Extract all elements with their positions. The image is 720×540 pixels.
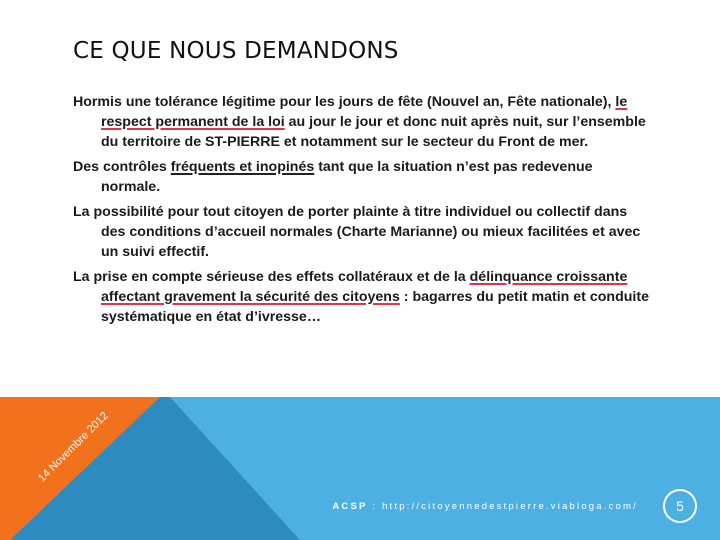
paragraph-delinquance bbox=[73, 267, 653, 327]
paragraph-text: tant que la situation n’est pas redevenue normale. bbox=[101, 159, 593, 195]
paragraph-plainte bbox=[73, 202, 653, 262]
highlight-respect-loi: le respect permanent de la loi bbox=[101, 94, 628, 130]
paragraph-text: La possibilité pour tout citoyen de porter plainte à titre individuel ou collectif dans des conditions d’accueil normales (Charte Marianne) ou mieux facilitées et avec un suivi effectif. bbox=[73, 204, 641, 260]
paragraph-respect-loi bbox=[73, 92, 653, 152]
slide-title: CE QUE NOUS DEMANDONS bbox=[73, 38, 399, 64]
highlight-delinquance: délinquance croissante affectant gravement la sécurité des citoyens bbox=[101, 269, 628, 305]
footer-url-link[interactable]: http://citoyennedestpierre.viabloga.com/ bbox=[382, 501, 638, 512]
highlight-frequents-inopines: fréquents et inopinés bbox=[170, 159, 315, 175]
paragraph-text: au jour le jour et donc nuit après nuit, sur l’ensemble du territoire de ST-PIERRE et notamment sur le secteur du Front de mer. bbox=[101, 114, 646, 150]
footer-org: ACSP bbox=[332, 501, 368, 512]
paragraph-text: Hormis une tolérance légitime pour les jours de fête (Nouvel an, Fête nationale), bbox=[73, 94, 616, 110]
page-number: 5 bbox=[676, 498, 684, 514]
paragraph-controles bbox=[73, 157, 653, 197]
paragraph-text: Des contrôles bbox=[73, 159, 171, 175]
slide-date: 14 Novembre 2012 bbox=[36, 409, 111, 485]
footer-separator: : bbox=[367, 501, 383, 512]
slide-body bbox=[73, 92, 653, 332]
paragraph-text: La prise en compte sérieuse des effets collatéraux et de la bbox=[73, 269, 470, 285]
page-number-badge bbox=[663, 489, 697, 523]
paragraph-text: : bagarres du petit matin et conduite systématique en état d’ivresse… bbox=[101, 289, 649, 325]
footer-source bbox=[332, 501, 638, 512]
